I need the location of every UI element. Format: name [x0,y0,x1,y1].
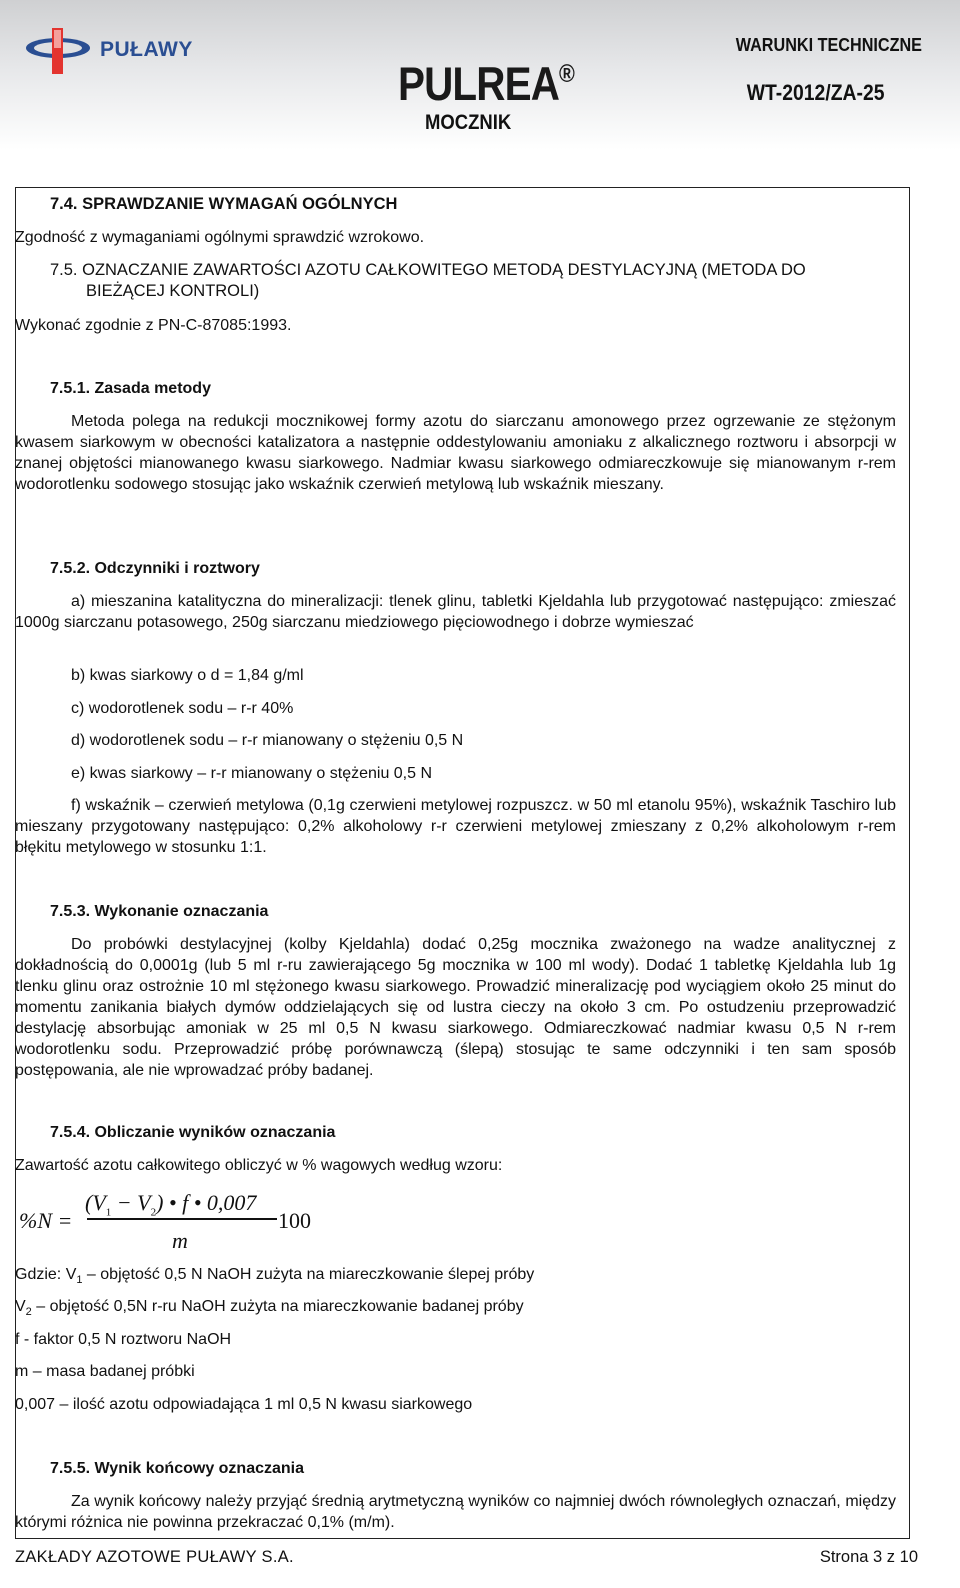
formula-lhs: %N = [19,1208,73,1233]
reagent-item-e: e) kwas siarkowy – r-r mianowany o stężeniu 0,5 N [71,765,433,782]
section-7-4-text: Zgodność z wymaganiami ogólnymi sprawdzić wzrokowo. [15,229,425,246]
definition-m: m – masa badanej próbki [15,1363,195,1380]
registered-mark: ® [559,60,575,88]
section-7-5-4-text: Zawartość azotu całkowitego obliczyć w % wagowych według wzoru: [15,1157,503,1174]
document-code: WT-2012/ZA-25 [746,80,884,105]
definition-0-007: 0,007 – ilość azotu odpowiadająca 1 ml 0,5 N kwasu siarkowego [15,1396,473,1413]
nitrogen-formula [15,1190,355,1260]
section-7-5-text: Wykonać zgodnie z PN-C-87085:1993. [15,317,292,334]
section-7-5-5-heading: 7.5.5. Wynik końcowy oznaczania [50,1460,305,1477]
product-name: PULREA® [398,57,575,110]
reagent-item-b: b) kwas siarkowy o d = 1,84 g/ml [71,667,304,684]
footer-page-number: Strona 3 z 10 [819,1548,918,1566]
reagent-item-c: c) wodorotlenek sodu – r-r 40% [71,700,294,717]
reagent-item-a: a) mieszanina katalityczna do mineralizacji: tlenek glinu, tabletki Kjeldahla lub przygotować następująco: zmieszać 1000g siarczanu potasowego, 250g siarczanu miedziowego pięciowodnego i dobrze wymieszać [15,593,896,631]
reagent-item-d: d) wodorotlenek sodu – r-r mianowany o stężeniu 0,5 N [71,732,464,749]
footer-company: ZAKŁADY AZOTOWE PUŁAWY S.A. [15,1548,294,1566]
section-7-4-heading: 7.4. SPRAWDZANIE WYMAGAŃ OGÓLNYCH [50,195,398,213]
section-7-5-3-text: Do probówki destylacyjnej (kolby Kjeldahla) dodać 0,25g mocznika zważonego na wadze analitycznej z dokładnością do 0,0001g (lub 5 ml r-ru zawierającego 5g mocznika w 100 ml wody). Dodać 1 tabletkę Kjeldahla lub 1g tlenku glinu oraz ostrożnie 10 ml stężonego kwasu siarkowego. Prowadzić mineralizację pod wyciągiem około 25 minut do momentu zanikania białych dymów oddzielających się od lustra cieczy na około 3 cm. Po ostudzeniu przeprowadzić destylację absorbując amoniak w 25 ml 0,5 N kwasu siarkowego. Odmiareczkować nadmiar kwasu 0,5 N r-rem wodorotlenku sodu. Przeprowadzić próbę porównawczą (ślepą) stosując te same odczynniki i ten sam sposób postępowania, ale nie wprowadzać próby badanej. [15,936,896,1079]
fraction-line [87,1218,277,1220]
page-header [0,0,960,150]
section-7-5-5-text: Za wynik końcowy należy przyjąć średnią arytmetyczną wyników co najmniej dwóch równoległych oznaczań, między którymi różnica nie powinna przekraczać 0,1% (m/m). [15,1493,896,1531]
formula-denominator: m [172,1228,188,1253]
formula-multiplier: 100 [278,1208,311,1233]
section-7-5-heading-line2: BIEŻĄCEJ KONTROLI) [86,282,260,300]
definition-f: f - faktor 0,5 N roztworu NaOH [15,1331,232,1348]
formula-numerator: $(V_1 - V_2)$ • f • 0,007 [85,1190,257,1219]
document-type: WARUNKI TECHNICZNE [735,35,922,55]
section-7-5-heading-line1: 7.5. OZNACZANIE ZAWARTOŚCI AZOTU CAŁKOWITEGO METODĄ DESTYLACYJNĄ (METODA DO [50,261,806,279]
section-7-5-1-heading: 7.5.1. Zasada metody [50,380,211,397]
reagent-item-f: f) wskaźnik – czerwień metylowa (0,1g czerwieni metylowej rozpuszcz. w 50 ml etanolu 95%), wskaźnik Taschiro lub mieszany przygotowany następująco: 0,2% alkoholowy r-r czerwieni metylowej zmieszany z 0,2% alkoholowym r-rem błękitu metylowego w stosunku 1:1. [15,797,896,856]
definition-v2: $V_2$ – objętość 0,5N r-ru NaOH zużyta na miareczkowanie badanej próby [15,1298,524,1319]
section-7-5-2-heading: 7.5.2. Odczynniki i roztwory [50,560,260,577]
section-7-5-4-heading: 7.5.4. Obliczanie wyników oznaczania [50,1124,336,1141]
section-7-5-3-heading: 7.5.3. Wykonanie oznaczania [50,903,269,920]
definition-v1: Gdzie: $V_1$ – objętość 0,5 N NaOH zużyta na miareczkowanie ślepej próby [15,1266,535,1287]
section-7-5-1-text: Metoda polega na redukcji mocznikowej formy azotu do siarczanu amonowego przez ogrzewanie ze stężonym kwasem siarkowym w obecności katalizatora a następnie oddestylowaniu amoniaku z alkalicznego roztworu i absorpcji w znanej objętości mianowanego kwasu siarkowego. Nadmiar kwasu siarkowego odmiareczkowuje się mianowanym r-rem wodorotlenku sodowego stosując jako wskaźnik czerwień metylową lub wskaźnik mieszany. [15,413,896,493]
product-subtitle: MOCZNIK [425,111,512,134]
company-logo-text: PUŁAWY [100,38,193,61]
